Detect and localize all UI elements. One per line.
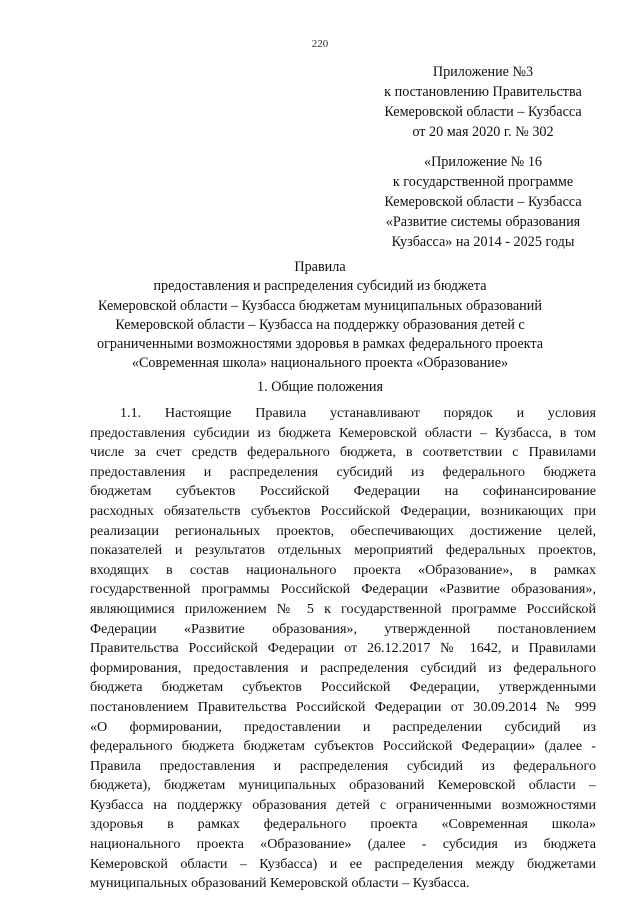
paragraph-line: формирования, предоставления и распределения субсидий из федерального	[90, 659, 596, 676]
appendix-quote-line: «Приложение № 16	[423, 154, 543, 170]
paragraph-line: постановлением Правительства Российской Федерации от 30.09.2014 № 999	[90, 698, 596, 715]
paragraph-line: предоставления и распределения субсидий из федерального бюджета	[90, 463, 596, 480]
title-line: ограниченными возможностями здоровья в рамках федерального проекта	[97, 336, 543, 353]
appendix-header	[372, 62, 594, 142]
title-line: предоставления и распределения субсидий из бюджета	[153, 278, 487, 295]
paragraph-line: государственной программы Российской Федерации «Развитие образования»,	[90, 581, 596, 598]
paragraph-1-1	[90, 404, 596, 894]
paragraph-line: расходных обязательств субъектов Российской Федерации, возникающих при	[90, 502, 596, 519]
appendix-quote-line: Кемеровской области – Кузбасса	[384, 194, 582, 210]
appendix-quote	[372, 152, 594, 252]
paragraph-line: национального проекта «Образование» (далее - субсидия из бюджета	[90, 836, 596, 853]
appendix-header-line: Кемеровской области – Кузбасса	[384, 104, 582, 120]
paragraph-line: здоровья в рамках федерального проекта «Современная школа»	[90, 816, 596, 833]
paragraph-line: Правительства Российской Федерации от 26.12.2017 № 1642, и Правилами	[90, 640, 596, 657]
paragraph-line: реализации региональных проектов, обеспечивающих достижение целей,	[90, 522, 596, 539]
paragraph-line: Федерации «Развитие образования», утвержденной постановлением	[90, 620, 596, 637]
appendix-quote-line: Кузбасса» на 2014 - 2025 годы	[391, 234, 575, 250]
appendix-header-line: от 20 мая 2020 г. № 302	[412, 124, 554, 140]
page-number: 220	[311, 38, 329, 50]
paragraph-line: федерального бюджета бюджетам субъектов Российской Федерации» (далее -	[90, 738, 596, 755]
title-line: Кемеровской области – Кузбасса на поддержку образования детей с	[115, 316, 525, 333]
title-line: «Современная школа» национального проекта «Образование»	[131, 355, 509, 372]
paragraph-line: Кемеровской области – Кузбасса) и ее распределения между бюджетами	[90, 855, 596, 872]
title-line: Правила	[294, 259, 346, 275]
appendix-header-line: к постановлению Правительства	[384, 84, 582, 100]
paragraph-line: являющимися приложением № 5 к государственной программе Российской	[90, 600, 596, 617]
paragraph-line: «О формировании, предоставлении и распределении субсидий из	[90, 718, 596, 735]
paragraph-line: 1.1. Настоящие Правила устанавливают порядок и условия	[120, 405, 596, 421]
paragraph-line: Кузбасса на поддержку образования детей с ограниченными возможностями	[90, 796, 596, 813]
document-title	[70, 258, 570, 374]
paragraph-line: бюджета бюджетам субъектов Российской Федерации, утвержденными	[90, 679, 596, 696]
appendix-quote-line: к государственной программе	[392, 174, 574, 190]
paragraph-line: бюджетам субъектов Российской Федерации на софинансирование	[90, 483, 596, 500]
appendix-header-line: Приложение №3	[432, 64, 534, 80]
paragraph-line: показателей и результатов отдельных мероприятий федеральных проектов,	[90, 542, 596, 559]
paragraph-line: бюджета), бюджетам муниципальных образований Кемеровской области –	[90, 777, 596, 794]
paragraph-line: числе за счет средств федерального бюджета, в соответствии с Правилами	[90, 444, 596, 461]
appendix-quote-line: «Развитие системы образования	[385, 214, 581, 230]
paragraph-line: входящих в состав национального проекта «Образование», в рамках	[90, 561, 596, 578]
section-heading: 1. Общие положения	[257, 379, 383, 395]
paragraph-line: предоставления субсидии из бюджета Кемеровской области – Кузбасса, в том	[90, 424, 596, 441]
paragraph-line: муниципальных образований Кемеровской области – Кузбасса.	[90, 875, 470, 892]
title-line: Кемеровской области – Кузбасса бюджетам муниципальных образований	[98, 297, 542, 314]
paragraph-line: Правила предоставления и распределения субсидий из федерального	[90, 757, 596, 774]
